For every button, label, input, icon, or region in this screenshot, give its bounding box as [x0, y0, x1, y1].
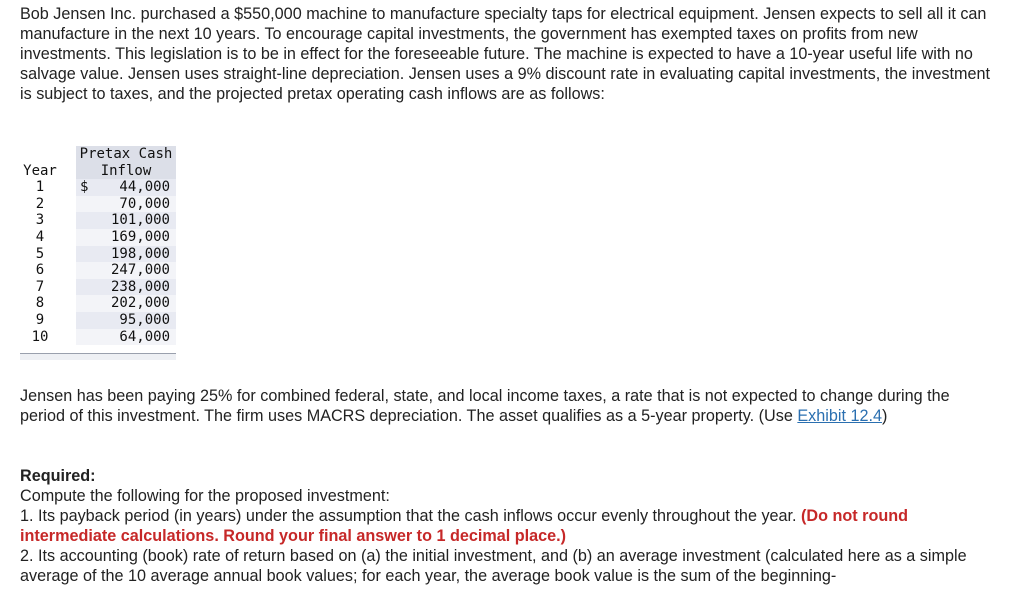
tax-paragraph [20, 386, 995, 426]
year-cell: 3 [35, 212, 45, 229]
cash-cell [76, 295, 176, 312]
table-row [20, 196, 176, 213]
cash-value: 95,000 [119, 311, 170, 328]
tax-text: Jensen has been paying 25% for combined federal, state, and local income taxes, a rate that is not expected to change during the period of this investment. The firm uses MACRS depreciation. The asset qualifies as a 5-year property. (Use [20, 387, 950, 425]
table-row [20, 246, 176, 263]
cash-value: 198,000 [110, 245, 170, 262]
table-row [20, 329, 176, 346]
exhibit-link[interactable]: Exhibit 12.4 [797, 407, 882, 425]
header-year: Year [23, 162, 57, 179]
cash-cell [76, 196, 176, 213]
item-1-text: 1. Its payback period (in years) under the assumption that the cash inflows occur evenly throughout the year. [20, 507, 797, 525]
year-cell: 5 [35, 245, 45, 262]
table-header-row-2 [20, 163, 176, 180]
table-row [20, 295, 176, 312]
item-1-note: (Do not round intermediate calculations. Round your final answer to 1 decimal place.) [20, 507, 909, 545]
currency-symbol: $ [80, 179, 89, 196]
cash-value: 64,000 [119, 328, 170, 345]
cash-cell [76, 329, 176, 346]
required-item-1 [20, 506, 995, 546]
cash-value: 247,000 [110, 262, 170, 279]
table-row [20, 179, 176, 196]
cash-value: 101,000 [110, 212, 170, 229]
cash-cell [76, 212, 176, 229]
table-footer-bar [20, 353, 176, 360]
problem-intro: Bob Jensen Inc. purchased a $550,000 machine to manufacture specialty taps for electrical equipment. Jensen expects to sell all it can manufacture in the next 10 years. To encourage capital investments, the government has exempted taxes on profits from new investments. This legislation is to be in effect for the foreseeable future. The machine is expected to have a 10-year useful life with no salvage value. Jensen uses straight-line depreciation. Jensen uses a 9% discount rate in evaluating capital investments, the investment is subject to taxes, and the projected pretax operating cash inflows are as follows: [20, 5, 991, 103]
cash-cell [76, 179, 176, 196]
cash-value: 44,000 [119, 179, 170, 196]
year-cell: 8 [35, 295, 45, 312]
cash-cell [76, 279, 176, 296]
cash-value: 70,000 [119, 195, 170, 212]
table-header-row-1 [20, 146, 176, 163]
cash-value: 238,000 [110, 278, 170, 295]
cash-cell [76, 229, 176, 246]
cash-cell [76, 246, 176, 263]
year-cell: 9 [35, 311, 45, 328]
cash-value: 169,000 [110, 228, 170, 245]
required-section [20, 466, 995, 586]
table-row [20, 212, 176, 229]
cash-cell [76, 312, 176, 329]
table-row [20, 279, 176, 296]
cash-cell [76, 262, 176, 279]
header-cash-line1: Pretax Cash [76, 146, 176, 163]
table-row [20, 229, 176, 246]
required-heading: Required: [20, 467, 96, 485]
year-cell: 4 [35, 228, 45, 245]
year-cell: 10 [31, 328, 49, 345]
table-row [20, 262, 176, 279]
required-item-2: 2. Its accounting (book) rate of return based on (a) the initial investment, and (b) an average investment (calculated here as a simple average of the 10 average annual book values; for each year, the average book value is the sum of the beginning- [20, 547, 967, 585]
cash-value: 202,000 [110, 295, 170, 312]
cash-inflow-table [20, 146, 176, 345]
year-cell: 6 [35, 262, 45, 279]
table-row [20, 312, 176, 329]
table-body [20, 179, 176, 345]
required-intro: Compute the following for the proposed investment: [20, 487, 390, 505]
tax-text-end: ) [881, 407, 888, 425]
year-cell: 1 [35, 179, 45, 196]
year-cell: 2 [35, 195, 45, 212]
header-cash-line2: Inflow [76, 163, 176, 180]
year-cell: 7 [35, 278, 45, 295]
